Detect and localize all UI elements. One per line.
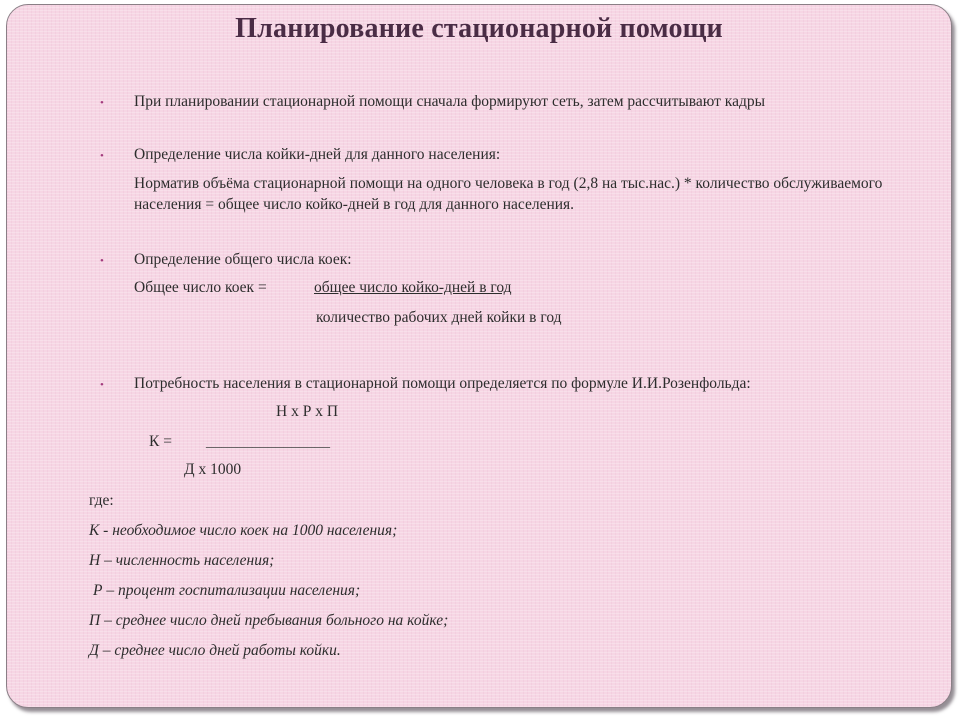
bullet-2-marker: •	[100, 150, 104, 162]
legend-p: П – среднее число дней пребывания больного на койке;	[89, 612, 449, 629]
rosenfeld-lhs: К =	[149, 433, 172, 450]
legend-r: Р – процент госпитализации населения;	[93, 582, 361, 599]
bullet-1-text: При планировании стационарной помощи сначала формируют сеть, затем рассчитывают кадры	[134, 93, 766, 110]
beds-formula-denominator: количество рабочих дней койки в год	[316, 309, 562, 326]
bullet-1-marker: •	[100, 97, 104, 109]
bullet-2-detail: Норматив объёма стационарной помощи на одного человека в год (2,8 на тыс.нас.) * количество обслуживаемого населения = общее число койко-дней в год для данного населения.	[134, 175, 883, 213]
legend-n: Н – численность населения;	[89, 552, 275, 569]
legend-d: Д – среднее число дней работы койки.	[89, 642, 341, 659]
beds-formula-lhs: Общее число коек =	[134, 279, 267, 296]
beds-formula-numerator: общее число койко-дней в год	[314, 279, 512, 296]
legend-where: где:	[89, 492, 114, 509]
rosenfeld-numerator: Н х Р х П	[276, 403, 339, 420]
bullet-3-marker: •	[100, 255, 104, 267]
rosenfeld-denominator: Д х 1000	[184, 461, 242, 478]
bullet-4-marker: •	[100, 379, 104, 391]
slide	[6, 4, 952, 708]
legend-k: К - необходимое число коек на 1000 населения;	[89, 522, 398, 539]
rosenfeld-fraction-line: ________________	[206, 433, 330, 450]
slide-title: Планирование стационарной помощи	[235, 13, 723, 44]
bullet-4-text: Потребность населения в стационарной помощи определяется по формуле И.И.Розенфольда:	[134, 375, 751, 392]
bullet-2-text: Определение числа койки-дней для данного населения:	[134, 146, 501, 163]
bullet-3-text: Определение общего числа коек:	[134, 251, 352, 268]
